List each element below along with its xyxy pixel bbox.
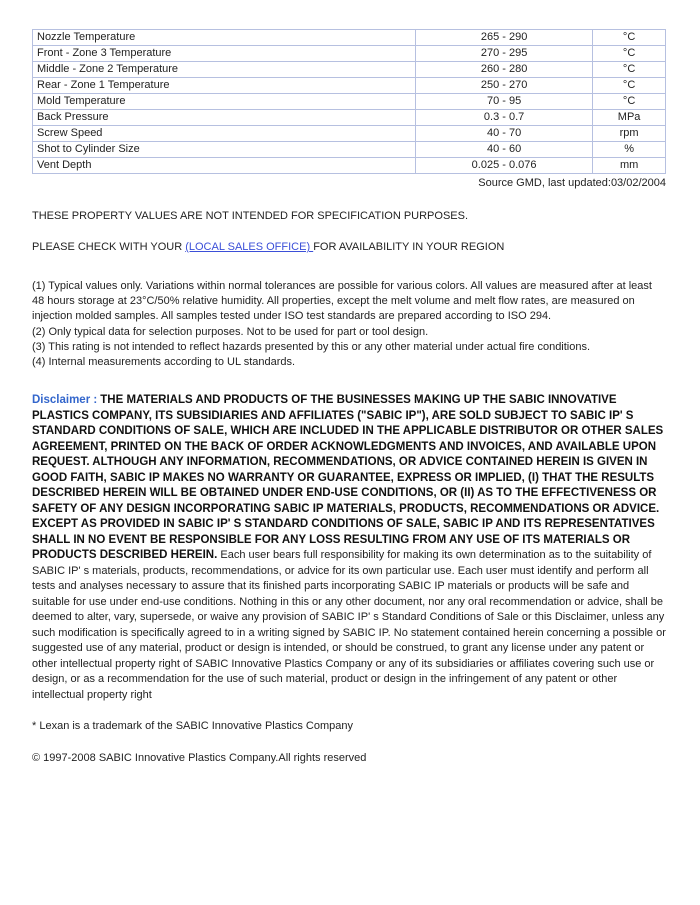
property-name-cell: Rear - Zone 1 Temperature bbox=[33, 78, 416, 94]
property-value-cell: 250 - 270 bbox=[415, 78, 592, 94]
property-value-cell: 0.025 - 0.076 bbox=[415, 158, 592, 174]
property-unit-cell: rpm bbox=[593, 126, 666, 142]
note-line-2: (2) Only typical data for selection purposes. Not to be used for part or tool design. bbox=[32, 325, 429, 338]
note-line-1: (1) Typical values only. Variations within normal tolerances are possible for various colors. All values are measured after at least 48 hours storage at 23°C/50% relative humidity. All properties, except the melt volume and melt flow rates, are measured on injection molded samples. All samples tested under ISO test standards are prepared according to ISO 294. bbox=[32, 280, 652, 323]
property-unit-cell: % bbox=[593, 142, 666, 158]
copyright-note: © 1997-2008 SABIC Innovative Plastics Company.All rights reserved bbox=[32, 752, 367, 765]
property-name-cell: Screw Speed bbox=[33, 126, 416, 142]
property-value-cell: 270 - 295 bbox=[415, 46, 592, 62]
property-name-cell: Shot to Cylinder Size bbox=[33, 142, 416, 158]
note-line-4: (4) Internal measurements according to UL standards. bbox=[32, 356, 296, 369]
property-name-cell: Front - Zone 3 Temperature bbox=[33, 46, 416, 62]
availability-prefix: PLEASE CHECK WITH YOUR bbox=[32, 241, 186, 253]
property-unit-cell: °C bbox=[593, 94, 666, 110]
property-value-cell: 265 - 290 bbox=[415, 30, 592, 46]
property-unit-cell: mm bbox=[593, 158, 666, 174]
disclaimer-bold-text: THE MATERIALS AND PRODUCTS OF THE BUSINESSES MAKING UP THE SABIC INNOVATIVE PLASTICS COMPANY, ITS SUBSIDIARIES AND AFFILIATES ("SABIC IP"), ARE SOLD SUBJECT TO SABIC IP' S STANDARD CONDITIONS OF SALE, WHICH ARE INCLUDED IN THE APPLICABLE DISTRIBUTOR OR OTHER SALES AGREEMENT, PRINTED ON THE BACK OF ORDER ACKNOWLEDGMENTS AND INVOICES, AND AVAILABLE UPON REQUEST. ALTHOUGH ANY INFORMATION, RECOMMENDATIONS, OR ADVICE CONTAINED HEREIN IS GIVEN IN GOOD FAITH, SABIC IP MAKES NO WARRANTY OR GUARANTEE, EXPRESS OR IMPLIED, (I) THAT THE RESULTS DESCRIBED HEREIN WILL BE OBTAINED UNDER END-USE CONDITIONS, OR (II) AS TO THE EFFECTIVENESS OR SAFETY OF ANY DESIGN INCORPORATING SABIC IP MATERIALS, PRODUCTS, RECOMMENDATIONS OR ADVICE. EXCEPT AS PROVIDED IN SABIC IP' S STANDARD CONDITIONS OF SALE, SABIC IP AND ITS REPRESENTATIVES SHALL IN NO EVENT BE RESPONSIBLE FOR ANY LOSS RESULTING FROM ANY USE OF ITS MATERIALS OR PRODUCTS DESCRIBED HEREIN. bbox=[32, 394, 664, 562]
table-row bbox=[33, 94, 666, 110]
availability-suffix: FOR AVAILABILITY IN YOUR REGION bbox=[313, 241, 505, 253]
disclaimer-label: Disclaimer : bbox=[32, 394, 98, 407]
source-note: Source GMD, last updated:03/02/2004 bbox=[478, 177, 666, 189]
notes-block bbox=[32, 279, 666, 370]
table-row bbox=[33, 158, 666, 174]
disclaimer-regular-text: Each user bears full responsibility for making its own determination as to the suitability of SABIC IP' s materials, products, recommendations, or advice for its own particular use. Each user must identify and perform all tests and analyses necessary to assure that its finished parts incorporating SABIC IP materials or products will be safe and suitable for use under end-use conditions. Nothing in this or any other document, nor any oral recommendation or advice, shall be deemed to alter, vary, supersede, or waive any provision of SABIC IP' s Standard Conditions of Sale or this Disclaimer, unless any such modification is specifically agreed to in a writing signed by SABIC IP. No statement contained herein concerning a possible or suggested use of any material, product or design is intended, or should be construed, to grant any license under any patent or other intellectual property right of SABIC Innovative Plastics Company or any of its subsidiaries or affiliates covering such use or design, or as a recommendation for the use of such material, product or design in the infringement of any patent or other intellectual property right bbox=[32, 549, 666, 701]
disclaimer-paragraph bbox=[32, 393, 666, 703]
property-value-cell: 40 - 70 bbox=[415, 126, 592, 142]
property-value-cell: 0.3 - 0.7 bbox=[415, 110, 592, 126]
property-unit-cell: °C bbox=[593, 78, 666, 94]
table-row bbox=[33, 46, 666, 62]
spec-purpose-statement: THESE PROPERTY VALUES ARE NOT INTENDED FOR SPECIFICATION PURPOSES. bbox=[32, 210, 469, 222]
local-sales-office-link[interactable]: (LOCAL SALES OFFICE) bbox=[185, 241, 314, 253]
property-unit-cell: °C bbox=[593, 30, 666, 46]
property-value-cell: 260 - 280 bbox=[415, 62, 592, 78]
trademark-note: * Lexan is a trademark of the SABIC Innovative Plastics Company bbox=[32, 720, 353, 733]
table-row bbox=[33, 110, 666, 126]
property-name-cell: Back Pressure bbox=[33, 110, 416, 126]
table-row bbox=[33, 62, 666, 78]
property-value-cell: 70 - 95 bbox=[415, 94, 592, 110]
property-unit-cell: MPa bbox=[593, 110, 666, 126]
note-line-3: (3) This rating is not intended to reflect hazards presented by this or any other material under actual fire conditions. bbox=[32, 340, 591, 353]
processing-parameters-table bbox=[32, 29, 666, 174]
table-row bbox=[33, 126, 666, 142]
property-name-cell: Vent Depth bbox=[33, 158, 416, 174]
property-name-cell: Mold Temperature bbox=[33, 94, 416, 110]
property-value-cell: 40 - 60 bbox=[415, 142, 592, 158]
property-name-cell: Nozzle Temperature bbox=[33, 30, 416, 46]
property-unit-cell: °C bbox=[593, 46, 666, 62]
table-row bbox=[33, 78, 666, 94]
table-row bbox=[33, 30, 666, 46]
property-name-cell: Middle - Zone 2 Temperature bbox=[33, 62, 416, 78]
property-unit-cell: °C bbox=[593, 62, 666, 78]
availability-statement bbox=[32, 241, 666, 254]
table-row bbox=[33, 142, 666, 158]
